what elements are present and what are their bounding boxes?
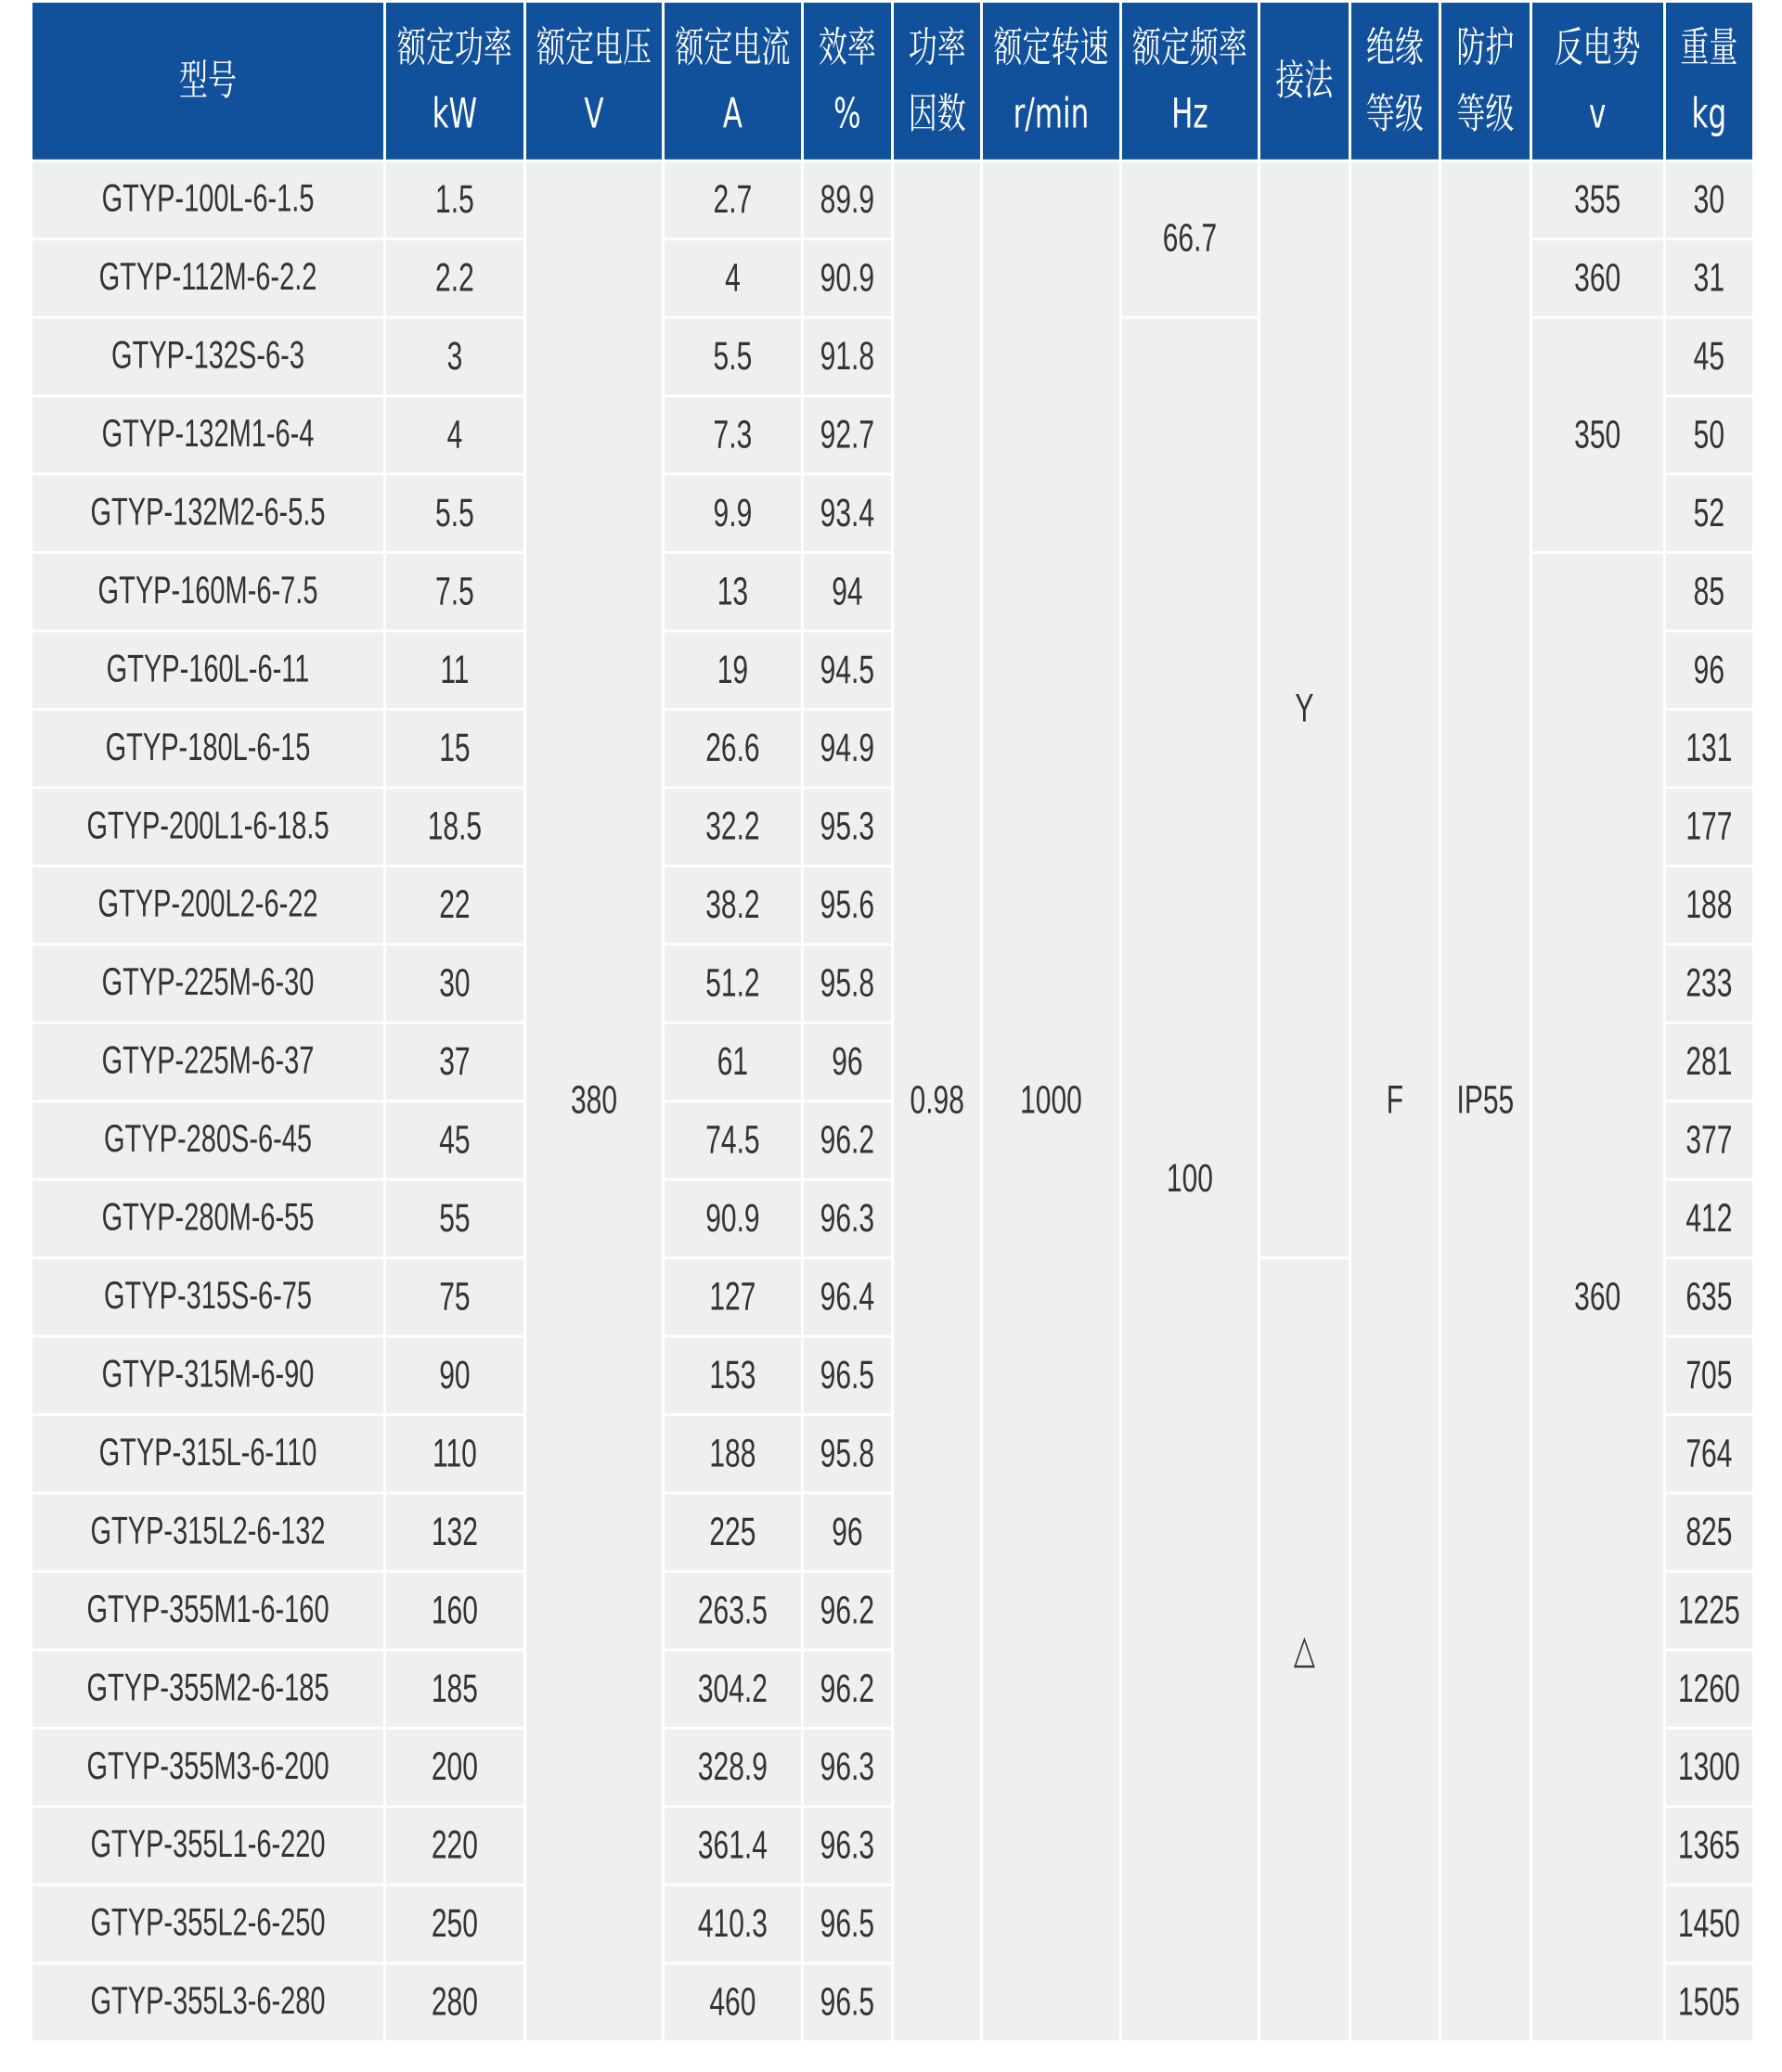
cell-current: 74.5 xyxy=(665,1102,800,1178)
cell-weight: 377 xyxy=(1666,1102,1752,1178)
cell-power: 160 xyxy=(386,1573,523,1649)
cell-weight: 635 xyxy=(1666,1259,1752,1335)
cell-model: GTYP-225M-6-37 xyxy=(32,1024,383,1100)
column-header-weight xyxy=(1666,3,1752,160)
cell-current: 9.9 xyxy=(665,475,800,551)
cell-efficiency: 96.2 xyxy=(804,1573,892,1649)
column-header-protection xyxy=(1441,3,1530,160)
cell-weight: 52 xyxy=(1666,475,1752,551)
cell-current: 26.6 xyxy=(665,711,800,787)
cell-voltage-merged: 380 xyxy=(526,162,662,2040)
cell-power: 2.2 xyxy=(386,240,523,316)
cell-weight: 1260 xyxy=(1666,1651,1752,1727)
cell-model: GTYP-355M1-6-160 xyxy=(32,1573,383,1649)
cell-efficiency: 96.3 xyxy=(804,1730,892,1806)
cell-model: GTYP-200L2-6-22 xyxy=(32,868,383,944)
cell-weight: 764 xyxy=(1666,1416,1752,1492)
cell-efficiency: 96.5 xyxy=(804,1964,892,2040)
cell-efficiency: 95.3 xyxy=(804,789,892,865)
column-header-label: 额定电压 xyxy=(536,23,652,72)
column-header-label: 重量 xyxy=(1680,23,1738,72)
cell-current: 2.7 xyxy=(665,162,800,238)
cell-current: 51.2 xyxy=(665,946,800,1022)
table-header-row xyxy=(32,3,1752,160)
cell-back-emf-merged: 360 xyxy=(1532,240,1663,316)
column-header-label: 额定功率 xyxy=(396,23,512,72)
cell-model: GTYP-315S-6-75 xyxy=(32,1259,383,1335)
column-header-label: 防护 xyxy=(1456,23,1515,72)
cell-current: 361.4 xyxy=(665,1808,800,1884)
cell-model: GTYP-315L-6-110 xyxy=(32,1416,383,1492)
cell-frequency-merged: 100 xyxy=(1122,319,1258,2040)
cell-model: GTYP-132M1-6-4 xyxy=(32,397,383,473)
column-header-unit: % xyxy=(833,90,861,138)
column-header-unit: 等级 xyxy=(1365,90,1424,138)
cell-efficiency: 96.3 xyxy=(804,1181,892,1257)
cell-power: 18.5 xyxy=(386,789,523,865)
cell-speed-merged: 1000 xyxy=(983,162,1118,2040)
cell-power: 30 xyxy=(386,946,523,1022)
cell-current: 225 xyxy=(665,1494,800,1570)
cell-model: GTYP-280M-6-55 xyxy=(32,1181,383,1257)
cell-connection-merged: Y xyxy=(1260,162,1349,1257)
cell-model: GTYP-132S-6-3 xyxy=(32,319,383,395)
spec-sheet xyxy=(30,0,1755,2043)
cell-model: GTYP-355M2-6-185 xyxy=(32,1651,383,1727)
cell-connection-merged: △ xyxy=(1260,1259,1349,2040)
cell-weight: 188 xyxy=(1666,868,1752,944)
cell-current: 38.2 xyxy=(665,868,800,944)
column-header-unit: kW xyxy=(432,90,478,138)
cell-current: 328.9 xyxy=(665,1730,800,1806)
cell-weight: 30 xyxy=(1666,162,1752,238)
column-header-unit: v xyxy=(1589,90,1607,138)
column-header-connection xyxy=(1260,3,1349,160)
table-body xyxy=(32,162,1752,2040)
cell-weight: 1365 xyxy=(1666,1808,1752,1884)
cell-power: 132 xyxy=(386,1494,523,1570)
cell-weight: 705 xyxy=(1666,1338,1752,1414)
column-header-label: 绝缘 xyxy=(1365,23,1424,72)
cell-current: 13 xyxy=(665,554,800,630)
column-header-unit: kg xyxy=(1691,90,1727,138)
cell-weight: 1225 xyxy=(1666,1573,1752,1649)
cell-weight: 31 xyxy=(1666,240,1752,316)
motor-spec-table xyxy=(30,0,1755,2043)
table-row xyxy=(32,162,1752,238)
column-header-label: 功率 xyxy=(908,23,966,72)
cell-power: 250 xyxy=(386,1886,523,1963)
cell-model: GTYP-355L2-6-250 xyxy=(32,1886,383,1963)
cell-current: 153 xyxy=(665,1338,800,1414)
cell-power: 220 xyxy=(386,1808,523,1884)
cell-current: 460 xyxy=(665,1964,800,2040)
cell-weight: 45 xyxy=(1666,319,1752,395)
cell-current: 5.5 xyxy=(665,319,800,395)
cell-current: 410.3 xyxy=(665,1886,800,1963)
column-header-unit: V xyxy=(584,90,604,138)
cell-model: GTYP-315L2-6-132 xyxy=(32,1494,383,1570)
cell-back-emf-merged: 360 xyxy=(1532,554,1663,2040)
column-header-insulation xyxy=(1351,3,1440,160)
cell-weight: 131 xyxy=(1666,711,1752,787)
cell-current: 263.5 xyxy=(665,1573,800,1649)
cell-model: GTYP-160M-6-7.5 xyxy=(32,554,383,630)
cell-current: 7.3 xyxy=(665,397,800,473)
cell-efficiency: 95.8 xyxy=(804,946,892,1022)
cell-power: 7.5 xyxy=(386,554,523,630)
cell-efficiency: 96 xyxy=(804,1494,892,1570)
cell-current: 90.9 xyxy=(665,1181,800,1257)
column-header-power xyxy=(386,3,523,160)
cell-model: GTYP-225M-6-30 xyxy=(32,946,383,1022)
column-header-unit: 等级 xyxy=(1456,90,1515,138)
cell-current: 61 xyxy=(665,1024,800,1100)
column-header-label: 额定频率 xyxy=(1131,23,1247,72)
column-header-label: 反电势 xyxy=(1554,23,1641,72)
cell-weight: 825 xyxy=(1666,1494,1752,1570)
cell-power: 55 xyxy=(386,1181,523,1257)
cell-model: GTYP-160L-6-11 xyxy=(32,632,383,708)
cell-efficiency: 96.5 xyxy=(804,1886,892,1963)
cell-power: 1.5 xyxy=(386,162,523,238)
column-header-speed xyxy=(983,3,1118,160)
cell-weight: 177 xyxy=(1666,789,1752,865)
cell-efficiency: 96.4 xyxy=(804,1259,892,1335)
cell-power: 37 xyxy=(386,1024,523,1100)
cell-current: 127 xyxy=(665,1259,800,1335)
cell-power: 75 xyxy=(386,1259,523,1335)
column-header-label: 效率 xyxy=(818,23,876,72)
column-header-voltage xyxy=(526,3,662,160)
column-header-model xyxy=(32,3,383,160)
cell-model: GTYP-200L1-6-18.5 xyxy=(32,789,383,865)
cell-weight: 85 xyxy=(1666,554,1752,630)
column-header-unit: r/min xyxy=(1013,90,1090,138)
column-header-label: 额定转速 xyxy=(993,23,1109,72)
cell-weight: 50 xyxy=(1666,397,1752,473)
cell-efficiency: 94 xyxy=(804,554,892,630)
cell-power: 22 xyxy=(386,868,523,944)
column-header-label: 接法 xyxy=(1275,57,1334,106)
column-header-power-factor xyxy=(894,3,980,160)
cell-model: GTYP-280S-6-45 xyxy=(32,1102,383,1178)
cell-back-emf-merged: 350 xyxy=(1532,319,1663,552)
cell-model: GTYP-100L-6-1.5 xyxy=(32,162,383,238)
column-header-label: 型号 xyxy=(179,57,238,106)
cell-efficiency: 96.2 xyxy=(804,1651,892,1727)
cell-weight: 96 xyxy=(1666,632,1752,708)
cell-model: GTYP-315M-6-90 xyxy=(32,1338,383,1414)
cell-weight: 233 xyxy=(1666,946,1752,1022)
cell-power: 15 xyxy=(386,711,523,787)
cell-efficiency: 95.6 xyxy=(804,868,892,944)
cell-current: 188 xyxy=(665,1416,800,1492)
cell-current: 32.2 xyxy=(665,789,800,865)
cell-power: 45 xyxy=(386,1102,523,1178)
column-header-current xyxy=(665,3,800,160)
cell-efficiency: 96.2 xyxy=(804,1102,892,1178)
cell-current: 304.2 xyxy=(665,1651,800,1727)
cell-efficiency: 95.8 xyxy=(804,1416,892,1492)
cell-weight: 281 xyxy=(1666,1024,1752,1100)
cell-insulation-merged: F xyxy=(1351,162,1440,2040)
cell-model: GTYP-355M3-6-200 xyxy=(32,1730,383,1806)
cell-efficiency: 96.5 xyxy=(804,1338,892,1414)
cell-efficiency: 96.3 xyxy=(804,1808,892,1884)
cell-power: 3 xyxy=(386,319,523,395)
cell-model: GTYP-355L1-6-220 xyxy=(32,1808,383,1884)
cell-power: 185 xyxy=(386,1651,523,1727)
cell-model: GTYP-180L-6-15 xyxy=(32,711,383,787)
cell-power: 280 xyxy=(386,1964,523,2040)
cell-model: GTYP-355L3-6-280 xyxy=(32,1964,383,2040)
cell-protection-merged: IP55 xyxy=(1441,162,1530,2040)
cell-power-factor-merged: 0.98 xyxy=(894,162,980,2040)
cell-power: 110 xyxy=(386,1416,523,1492)
column-header-efficiency xyxy=(804,3,892,160)
cell-power: 11 xyxy=(386,632,523,708)
cell-efficiency: 89.9 xyxy=(804,162,892,238)
column-header-label: 额定电流 xyxy=(675,23,791,72)
cell-model: GTYP-132M2-6-5.5 xyxy=(32,475,383,551)
cell-efficiency: 91.8 xyxy=(804,319,892,395)
column-header-back-emf xyxy=(1532,3,1663,160)
cell-current: 4 xyxy=(665,240,800,316)
cell-model: GTYP-112M-6-2.2 xyxy=(32,240,383,316)
cell-weight: 412 xyxy=(1666,1181,1752,1257)
cell-weight: 1300 xyxy=(1666,1730,1752,1806)
cell-power: 5.5 xyxy=(386,475,523,551)
cell-efficiency: 94.9 xyxy=(804,711,892,787)
cell-efficiency: 96 xyxy=(804,1024,892,1100)
column-header-unit: Hz xyxy=(1171,90,1208,138)
cell-efficiency: 94.5 xyxy=(804,632,892,708)
cell-power: 4 xyxy=(386,397,523,473)
cell-power: 200 xyxy=(386,1730,523,1806)
cell-back-emf-merged: 355 xyxy=(1532,162,1663,238)
cell-efficiency: 92.7 xyxy=(804,397,892,473)
column-header-frequency xyxy=(1122,3,1258,160)
cell-efficiency: 93.4 xyxy=(804,475,892,551)
cell-efficiency: 90.9 xyxy=(804,240,892,316)
column-header-unit: A xyxy=(722,90,743,138)
cell-weight: 1505 xyxy=(1666,1964,1752,2040)
column-header-unit: 因数 xyxy=(908,90,966,138)
cell-current: 19 xyxy=(665,632,800,708)
cell-power: 90 xyxy=(386,1338,523,1414)
cell-frequency-merged: 66.7 xyxy=(1122,162,1258,316)
cell-weight: 1450 xyxy=(1666,1886,1752,1963)
